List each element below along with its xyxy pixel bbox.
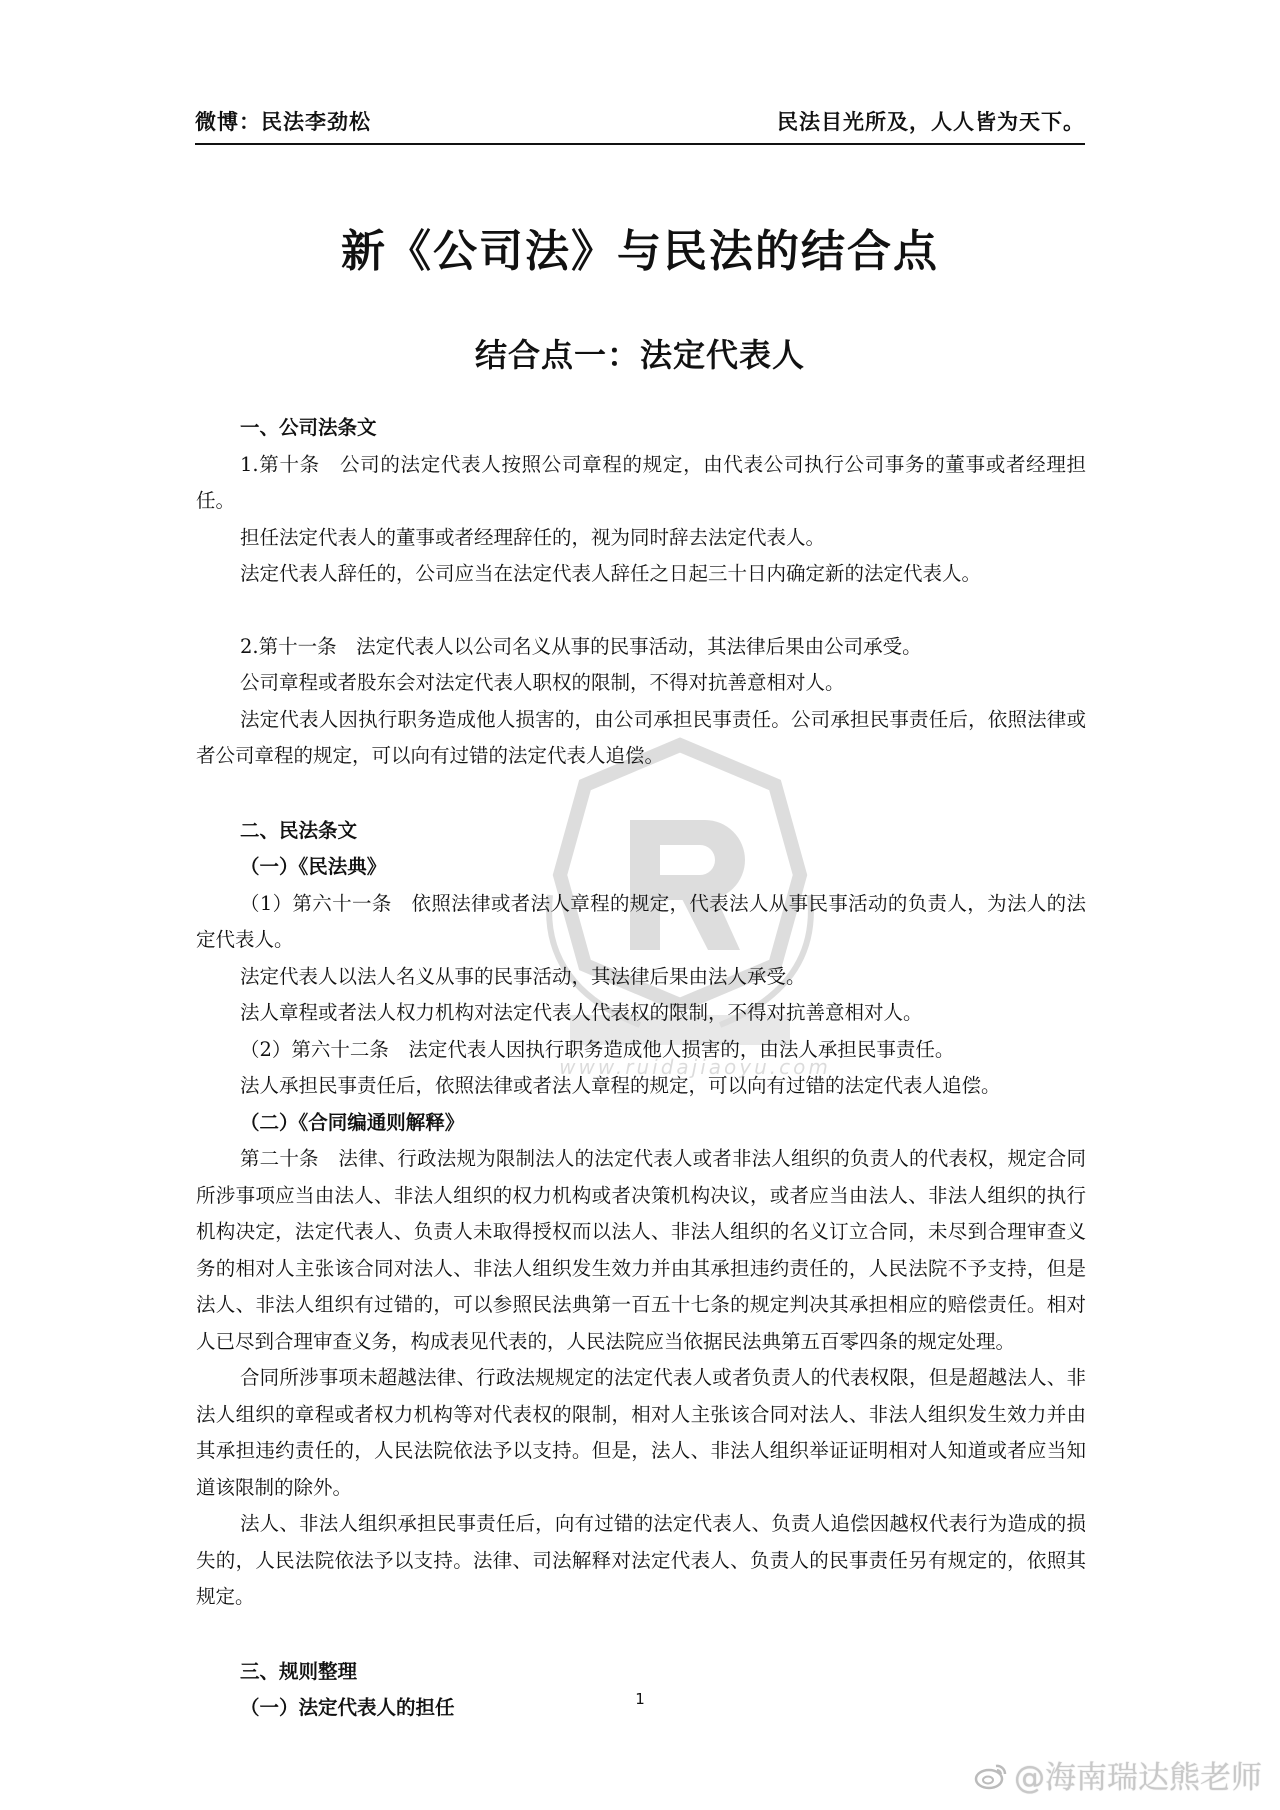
paragraph: 法人、非法人组织承担民事责任后，向有过错的法定代表人、负责人追偿因越权代表行为造成的损失的，人民法院依法予以支持。法律、司法解释对法定代表人、负责人的民事责任另有规定的，依照其规定。 [196, 1512, 1086, 1608]
watermark-url: www.ruidajiaoyu.com [559, 1055, 831, 1079]
document-subtitle: 结合点一：法定代表人 [474, 336, 805, 374]
header-right-text: 民法目光所及，人人皆为天下。 [777, 110, 1085, 134]
paragraph: （2）第六十二条 法定代表人因执行职务造成他人损害的，由法人承担民事责任。 [240, 1037, 955, 1061]
paragraph: （1）第六十一条 依照法律或者法人章程的规定，代表法人从事民事活动的负责人，为法人的法定代表人。 [196, 891, 1086, 951]
paragraph: 担任法定代表人的董事或者经理辞任的，视为同时辞去法定代表人。 [240, 525, 826, 549]
subsection-heading: （一）法定代表人的担任 [240, 1696, 455, 1719]
document-body [196, 410, 1086, 1727]
paragraph: 2.第十一条 法定代表人以公司名义从事的民事活动，其法律后果由公司承受。 [240, 634, 922, 658]
section-heading-1: 一、公司法条文 [240, 416, 377, 439]
document-title: 新《公司法》与民法的结合点 [341, 226, 939, 277]
social-watermark [974, 1752, 1262, 1797]
social-handle: @海南瑞达熊老师 [1014, 1760, 1262, 1796]
section-heading-2: 二、民法条文 [240, 818, 358, 842]
page-header [195, 96, 1085, 136]
page-number: 1 [635, 1690, 645, 1708]
subsection-heading: （二）《合同编通则解释》 [240, 1110, 465, 1134]
paragraph: 法人章程或者法人权力机构对法定代表人代表权的限制，不得对抗善意相对人。 [240, 1001, 923, 1024]
paragraph: 公司章程或者股东会对法定代表人职权的限制，不得对抗善意相对人。 [240, 671, 845, 694]
weibo-icon [974, 1760, 1008, 1790]
spacer [196, 1616, 1086, 1654]
paragraph: 第二十条 法律、行政法规为限制法人的法定代表人或者非法人组织的负责人的代表权，规定合同所涉事项应当由法人、非法人组织的权力机构或者决策机构决议，或者应当由法人、非法人组织的执行机构决定，法定代表人、负责人未取得授权而以法人、非法人组织的名义订立合同，未尽到合理审查义务的相对人主张该合同对法人、非法人组织发生效力并由其承担违约责任的，人民法院不予支持，但是法人、非法人组织有过错的，可以参照民法典第一百五十七条的规定判决其承担相应的赔偿责任。相对人已尽到合理审查义务，构成表见代表的，人民法院应当依据民法典第五百零四条的规定处理。 [196, 1147, 1086, 1353]
paragraph: 法人承担民事责任后，依照法律或者法人章程的规定，可以向有过错的法定代表人追偿。 [240, 1074, 1001, 1097]
section-heading-3: 三、规则整理 [240, 1659, 358, 1683]
header-divider [195, 143, 1085, 145]
header-left-text: 微博：民法李劲松 [195, 110, 371, 134]
paragraph: 法定代表人辞任的，公司应当在法定代表人辞任之日起三十日内确定新的法定代表人。 [240, 562, 982, 585]
subsection-heading: （一）《民法典》 [240, 855, 387, 878]
paragraph: 合同所涉事项未超越法律、行政法规规定的法定代表人或者负责人的代表权限，但是超越法人、非法人组织的章程或者权力机构等对代表权的限制，相对人主张该合同对法人、非法人组织发生效力并由其承担违约责任的，人民法院依法予以支持。但是，法人、非法人组织举证证明相对人知道或者应当知道该限制的除外。 [196, 1366, 1086, 1499]
spacer [196, 775, 1086, 813]
paragraph: 1.第十条 公司的法定代表人按照公司章程的规定，由代表公司执行公司事务的董事或者经理担任。 [196, 452, 1086, 512]
spacer [196, 593, 1086, 629]
paragraph: 法定代表人以法人名义从事的民事活动，其法律后果由法人承受。 [240, 964, 806, 988]
paragraph: 法定代表人因执行职务造成他人损害的，由公司承担民事责任。公司承担民事责任后，依照法律或者公司章程的规定，可以向有过错的法定代表人追偿。 [196, 707, 1086, 767]
